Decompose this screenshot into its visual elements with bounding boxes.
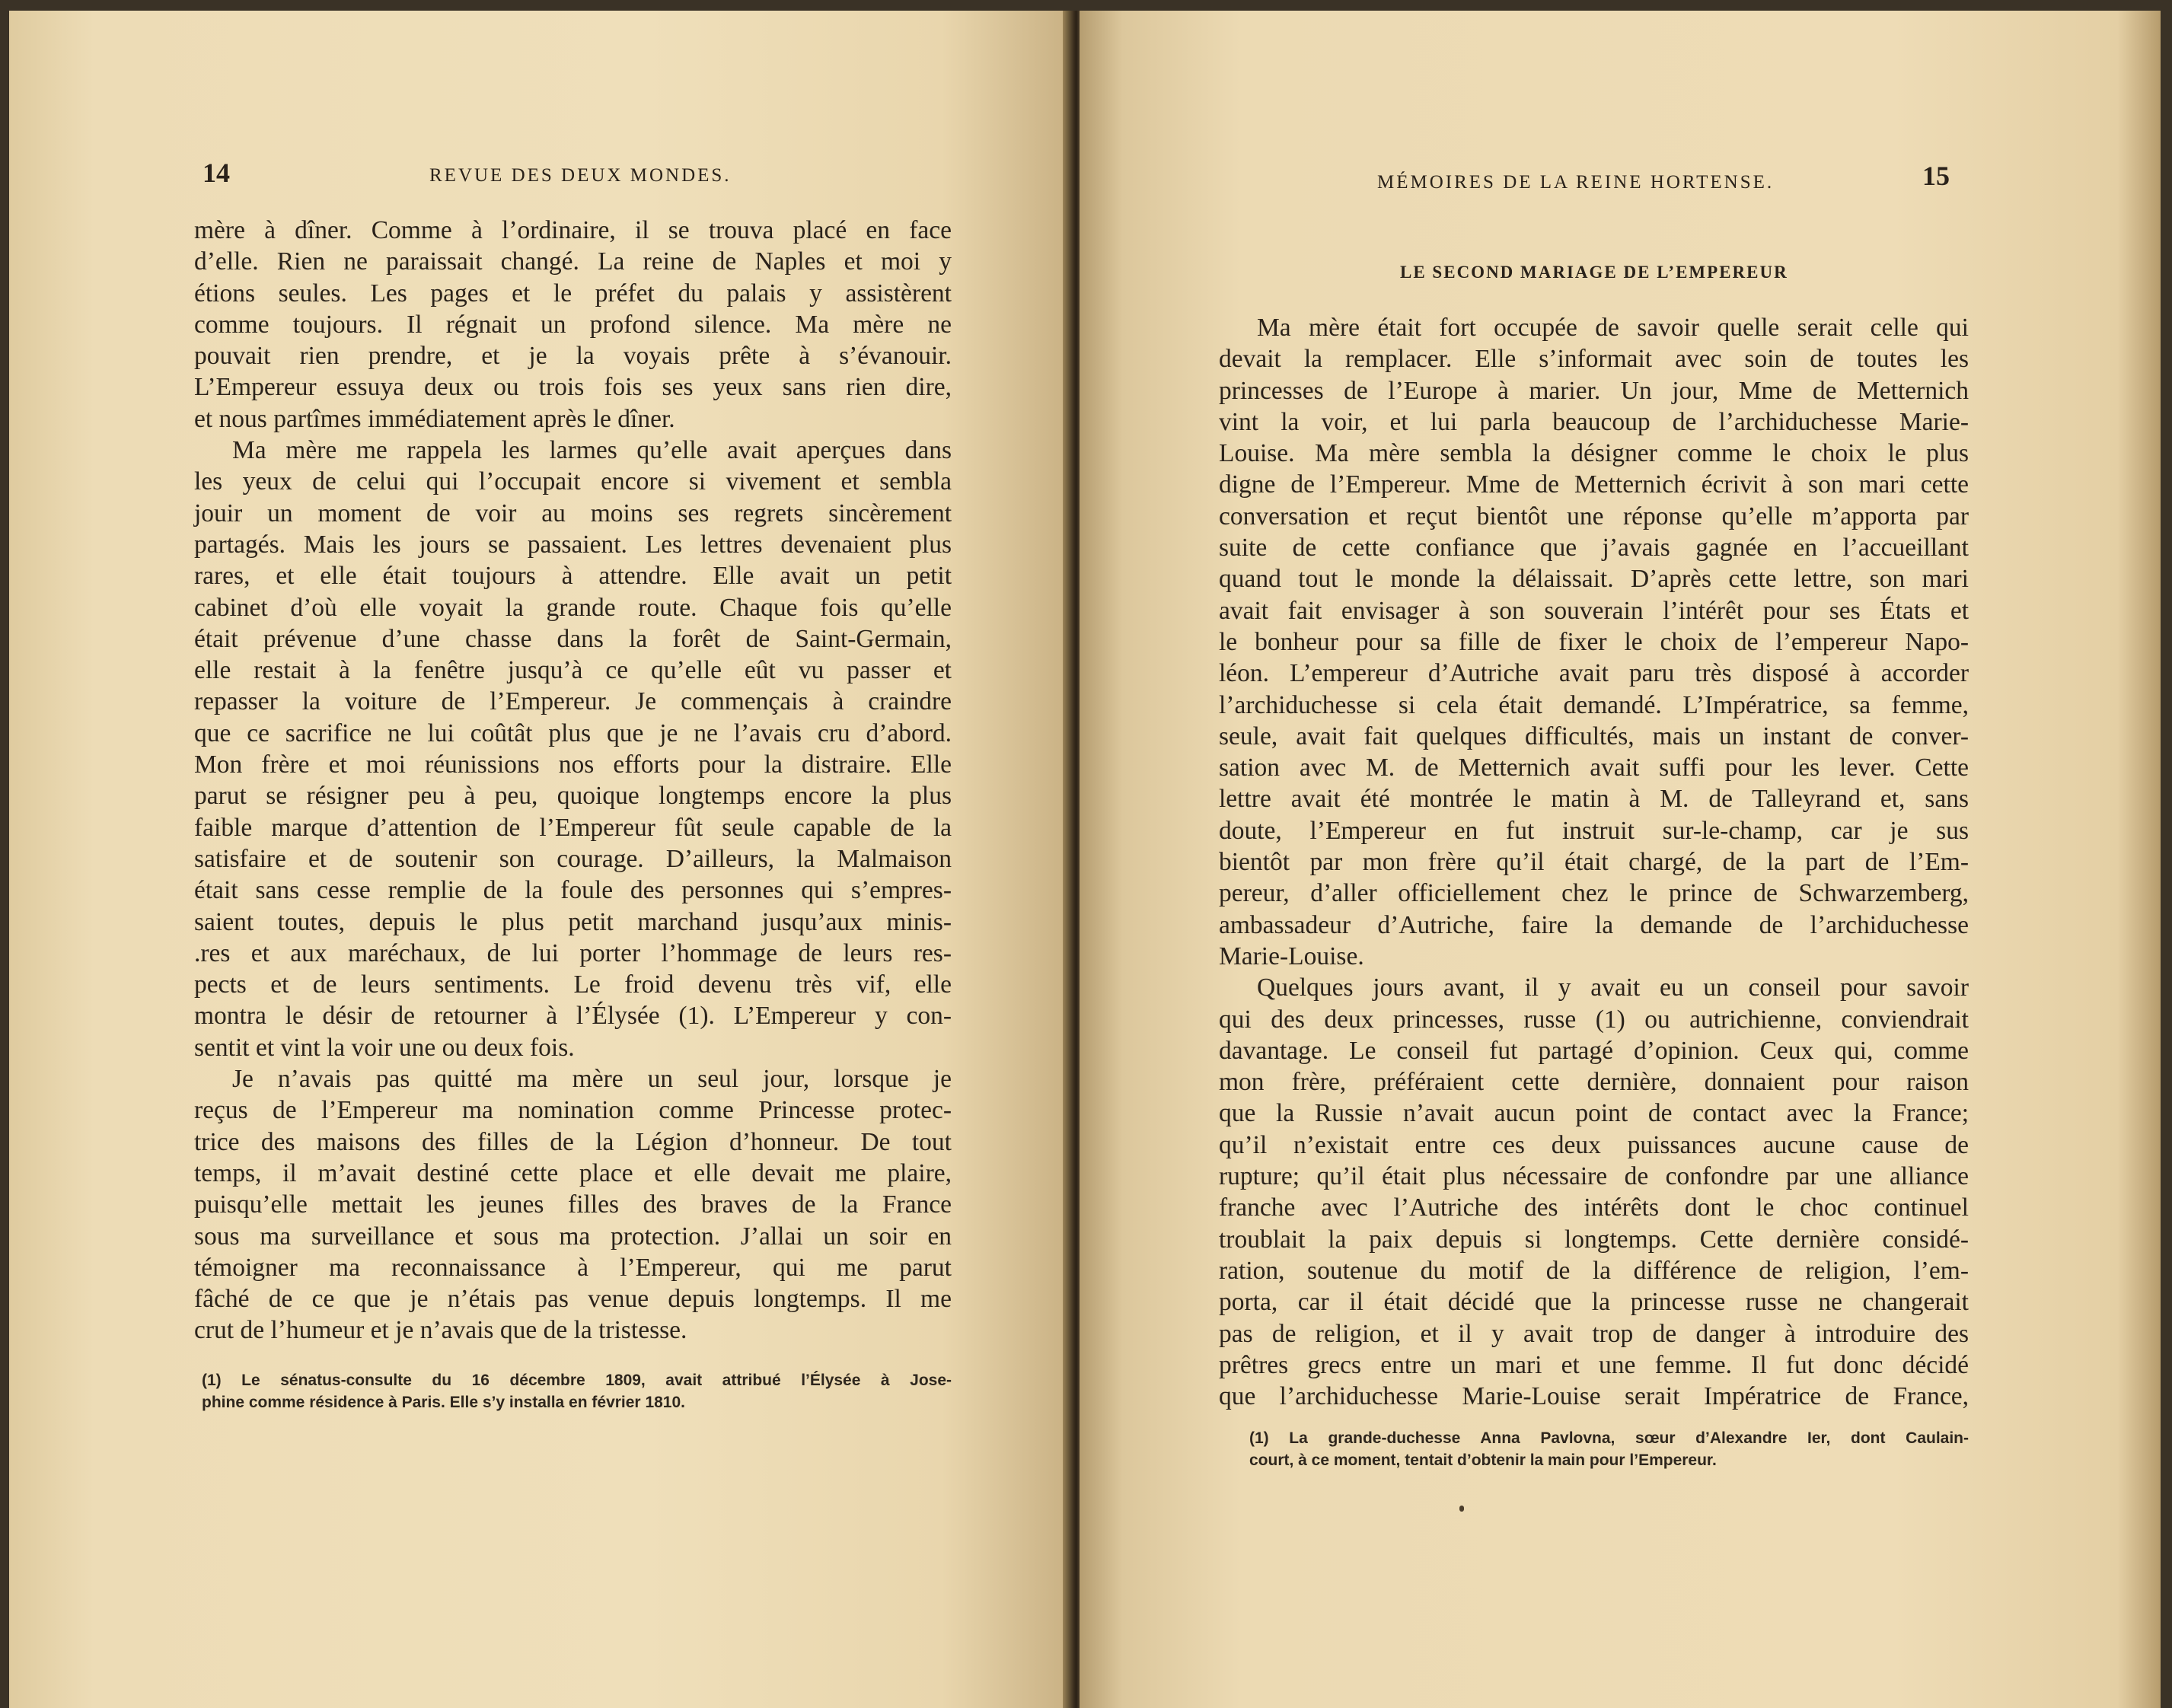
text-line: ambassadeur d’Autriche, faire la demande de l’archiduchesse: [1219, 910, 1969, 939]
text-line: seule, avait fait quelques difficultés, mais un instant de conver-: [1219, 722, 1969, 750]
footnote-line: court, à ce moment, tentait d’obtenir la main pour l’Empereur.: [1249, 1451, 1717, 1470]
left-page: [9, 11, 1069, 1708]
text-line: devait la remplacer. Elle s’informait avec soin de toutes les: [1219, 345, 1969, 374]
text-line: pouvait rien prendre, et je la voyais prête à s’évanouir.: [194, 342, 952, 371]
text-line: avait fait envisager à son souverain l’intérêt pour ses États et: [1219, 596, 1969, 625]
text-line: montra le désir de retourner à l’Élysée (1). L’Empereur y con-: [194, 1002, 952, 1031]
text-line: pas de religion, et il y avait trop de danger à introduire des: [1219, 1319, 1969, 1348]
text-line: étions seules. Les pages et le préfet du palais y assistèrent: [194, 279, 952, 308]
text-line: cabinet d’où elle voyait la grande route. Chaque fois qu’elle: [194, 593, 952, 622]
text-line: mon frère, préféraient cette dernière, donnaient pour raison: [1219, 1068, 1969, 1097]
text-line: léon. L’empereur d’Autriche avait paru très disposé à accorder: [1219, 659, 1969, 688]
text-line: était prévenue d’une chasse dans la forêt de Saint-Germain,: [194, 624, 952, 653]
text-line: princesses de l’Europe à marier. Un jour, Mme de Metternich: [1219, 376, 1969, 405]
text-line: satisfaire et de soutenir son courage. D’ailleurs, la Malmaison: [194, 844, 952, 873]
text-line: comme toujours. Il régnait un profond silence. Ma mère ne: [194, 310, 952, 339]
text-line: faible marque d’attention de l’Empereur fût seule capable de la: [194, 813, 952, 842]
text-line: franche avec l’Autriche des intérêts dont le choc continuel: [1219, 1193, 1969, 1222]
text-line: rares, et elle était toujours à attendre. Elle avait un petit: [194, 562, 952, 591]
ink-speck: [1459, 1506, 1464, 1512]
footnote-line: phine comme résidence à Paris. Elle s’y installa en février 1810.: [202, 1393, 685, 1411]
text-line: les yeux de celui qui l’occupait encore si vivement et sembla: [194, 467, 952, 496]
text-line: bientôt par mon frère qu’il était chargé, de la part de l’Em-: [1219, 848, 1969, 877]
text-line: digne de l’Empereur. Mme de Metternich écrivit à son mari cette: [1219, 470, 1969, 499]
text-line: quand tout le monde la délaissait. D’après cette lettre, son mari: [1219, 565, 1969, 594]
footnote-line: (1) Le sénatus-consulte du 16 décembre 1809, avait attribué l’Élysée à Jose-: [202, 1371, 952, 1389]
running-head: REVUE DES DEUX MONDES.: [429, 165, 732, 186]
text-line: sation avec M. de Metternich avait suffi pour les lever. Cette: [1219, 754, 1969, 782]
text-line: porta, car il était décidé que la princesse russe ne changerait: [1219, 1288, 1969, 1317]
text-line: sentit et vint la voir une ou deux fois.: [194, 1033, 575, 1062]
text-line: ration, soutenue du motif de la différence de religion, l’em-: [1219, 1256, 1969, 1285]
text-line: fâché de ce que je n’étais pas venue depuis longtemps. Il me: [194, 1285, 952, 1314]
text-line: Marie-Louise.: [1219, 942, 1364, 970]
text-line: jouir un moment de voir au moins ses regrets sincèrement: [194, 499, 952, 527]
text-line: Je n’avais pas quitté ma mère un seul jour, lorsque je: [232, 1065, 952, 1094]
text-line: davantage. Le conseil fut partagé d’opinion. Ceux qui, comme: [1219, 1036, 1969, 1065]
text-line: saient toutes, depuis le plus petit marchand jusqu’aux minis-: [194, 907, 952, 936]
text-line: doute, l’Empereur en fut instruit sur-le-champ, car je sus: [1219, 816, 1969, 845]
text-line: témoigner ma reconnaissance à l’Empereur, qui me parut: [194, 1253, 952, 1282]
text-line: repasser la voiture de l’Empereur. Je commençais à craindre: [194, 687, 952, 716]
text-line: mère à dîner. Comme à l’ordinaire, il se trouva placé en face: [194, 216, 952, 244]
text-line: temps, il m’avait destiné cette place et elle devait me plaire,: [194, 1158, 952, 1187]
text-line: crut de l’humeur et je n’avais que de la tristesse.: [194, 1316, 687, 1345]
text-line: suite de cette confiance que j’avais gagnée en l’accueillant: [1219, 534, 1969, 562]
text-line: trice des maisons des filles de la Légion d’honneur. De tout: [194, 1127, 952, 1156]
text-line: pects et de leurs sentiments. Le froid devenu très vif, elle: [194, 970, 952, 999]
text-line: pereur, d’aller officiellement chez le prince de Schwarzemberg,: [1219, 879, 1969, 908]
text-line: rupture; qu’il était plus nécessaire de confondre par une alliance: [1219, 1162, 1969, 1191]
text-line: partagés. Mais les jours se passaient. Les lettres devenaient plus: [194, 530, 952, 559]
text-line: parut se résigner peu à peu, quoique longtemps encore la plus: [194, 782, 952, 811]
text-line: .res et aux maréchaux, de lui porter l’hommage de leurs res-: [194, 938, 952, 967]
text-line: le bonheur pour sa fille de fixer le choix de l’empereur Napo-: [1219, 627, 1969, 656]
text-line: que l’archiduchesse Marie-Louise serait Impératrice de France,: [1219, 1382, 1969, 1411]
text-line: troublait la paix depuis si longtemps. Cette dernière considé-: [1219, 1225, 1969, 1254]
text-line: que ce sacrifice ne lui coûtât plus que je ne l’avais cru d’abord.: [194, 719, 952, 747]
text-line: l’archiduchesse si cela était demandé. L’Impératrice, sa femme,: [1219, 690, 1969, 719]
text-line: elle restait à la fenêtre jusqu’à ce qu’elle eût vu passer et: [194, 656, 952, 685]
book-spread: [9, 11, 2161, 1708]
text-line: vint la voir, et lui parla beaucoup de l’archiduchesse Marie-: [1219, 407, 1969, 436]
text-line: Mon frère et moi réunissions nos efforts pour la distraire. Elle: [194, 750, 952, 779]
page-number: 15: [1922, 161, 1950, 191]
right-page: [1080, 11, 2161, 1708]
footnote-line: (1) La grande-duchesse Anna Pavlovna, sœur d’Alexandre Ier, dont Caulain-: [1249, 1429, 1969, 1448]
text-line: lettre avait été montrée le matin à M. de Talleyrand et, sans: [1219, 785, 1969, 814]
text-line: Louise. Ma mère sembla la désigner comme le choix le plus: [1219, 439, 1969, 468]
body-text: [194, 215, 952, 1413]
text-line: que la Russie n’avait aucun point de contact avec la France;: [1219, 1099, 1969, 1128]
text-line: L’Empereur essuya deux ou trois fois ses yeux sans rien dire,: [194, 373, 952, 402]
text-line: Ma mère était fort occupée de savoir quelle serait celle qui: [1257, 314, 1969, 342]
section-title: LE SECOND MARIAGE DE L’EMPEREUR: [1400, 263, 1788, 282]
text-line: était sans cesse remplie de la foule des personnes qui s’empres-: [194, 876, 952, 905]
text-line: Quelques jours avant, il y avait eu un conseil pour savoir: [1257, 973, 1969, 1002]
text-line: conversation et reçut bientôt une réponse qu’elle m’apporta par: [1219, 502, 1969, 531]
text-line: reçus de l’Empereur ma nomination comme Princesse protec-: [194, 1096, 952, 1125]
text-line: d’elle. Rien ne paraissait changé. La reine de Naples et moi y: [194, 247, 952, 276]
text-line: qu’il n’existait entre ces deux puissances aucune cause de: [1219, 1130, 1969, 1159]
text-line: et nous partîmes immédiatement après le dîner.: [194, 404, 675, 433]
text-line: prêtres grecs entre un mari et une femme. Il fut donc décidé: [1219, 1350, 1969, 1379]
page-number: 14: [203, 158, 230, 188]
text-line: qui des deux princesses, russe (1) ou autrichienne, conviendrait: [1219, 1005, 1969, 1034]
running-head: MÉMOIRES DE LA REINE HORTENSE.: [1377, 172, 1775, 193]
text-line: puisqu’elle mettait les jeunes filles des braves de la France: [194, 1190, 952, 1219]
text-line: sous ma surveillance et sous ma protection. J’allai un soir en: [194, 1222, 952, 1251]
body-text: [1219, 312, 1969, 1471]
text-line: Ma mère me rappela les larmes qu’elle avait aperçues dans: [232, 436, 952, 465]
